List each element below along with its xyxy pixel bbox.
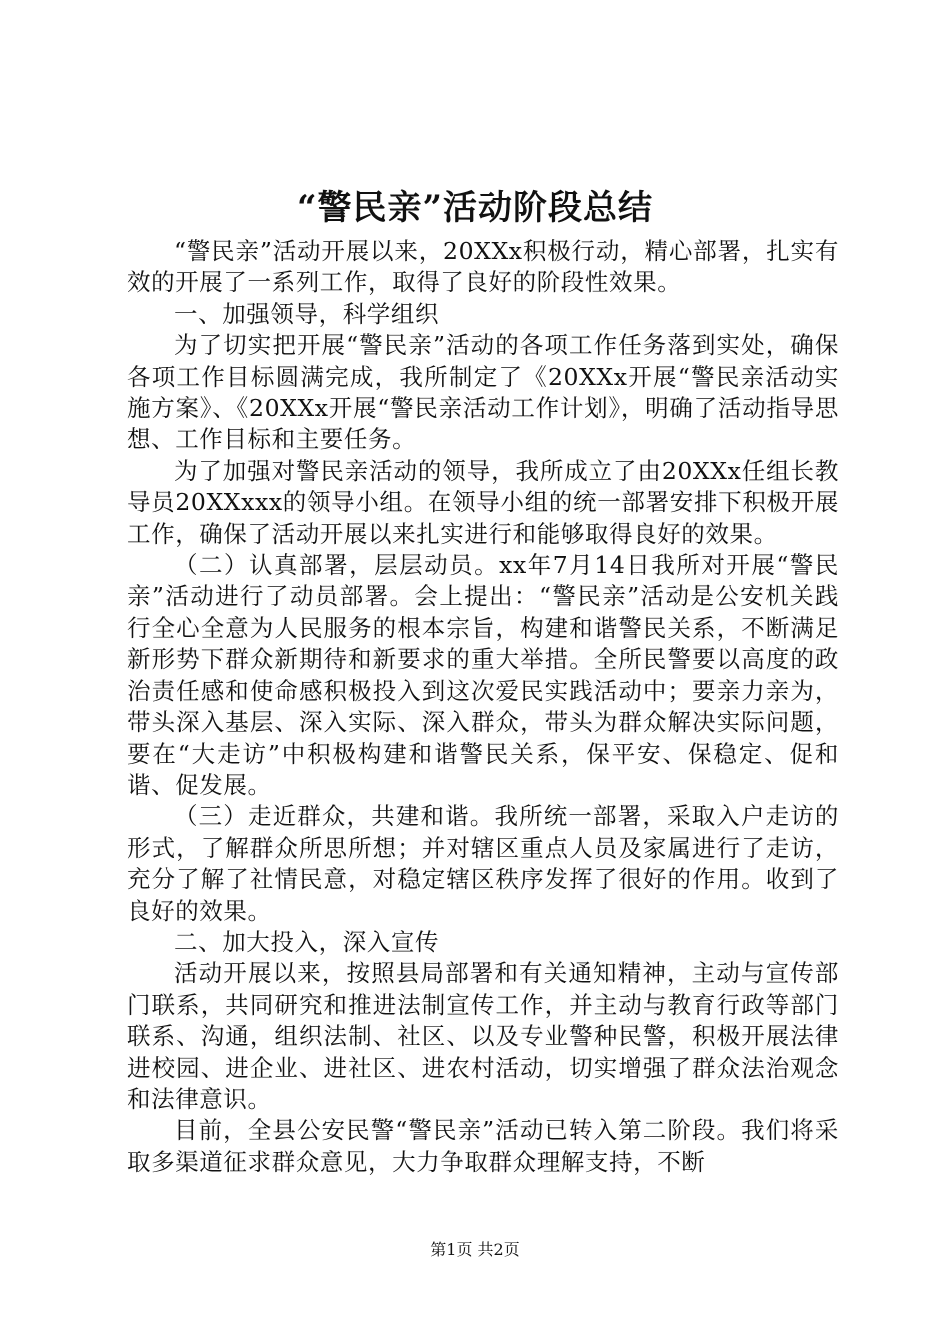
section-heading-1: 一、加强领导，科学组织 — [174, 299, 440, 328]
document-title: “警民亲”活动阶段总结 — [296, 188, 654, 228]
document-body — [127, 236, 839, 1178]
page-number-footer: 第1页 共2页 — [430, 1240, 520, 1259]
paragraph-current-stage: 目前，全县公安民警“警民亲”活动已转入第二阶段。我们将采取多渠道征求群众意见，大力争取群众理解支持，不断 — [127, 1116, 839, 1176]
paragraph-deployment: （二）认真部署，层层动员。xx年7月14日我所对开展“警民亲”活动进行了动员部署。会上提出：“警民亲”活动是公安机关践行全心全意为人民服务的根本宗旨，构建和谐警民关系，不断满足新形势下群众新期待和新要求的重大举措。全所民警要以高度的政治责任感和使命感积极投入到这次爱民实践活动中；要亲力亲为，带头深入基层、深入实际、深入群众，带头为群众解决实际问题，要在“大走访”中积极构建和谐警民关系，保平安、保稳定、促和谐、促发展。 — [127, 551, 839, 799]
paragraph-intro: “警民亲”活动开展以来，20XXx积极行动，精心部署，扎实有效的开展了一系列工作，取得了良好的阶段性效果。 — [127, 237, 839, 297]
paragraph-plan: 为了切实把开展“警民亲”活动的各项工作任务落到实处，确保各项工作目标圆满完成，我所制定了《20XXx开展“警民亲活动实施方案》、《20XXx开展“警民亲活动工作计划》，明确了活动指导思想、工作目标和主要任务。 — [127, 331, 839, 454]
paragraph-publicity: 活动开展以来，按照县局部署和有关通知精神，主动与宣传部门联系，共同研究和推进法制宣传工作，并主动与教育行政等部门联系、沟通，组织法制、社区、以及专业警种民警，积极开展法律进校园、进企业、进社区、进农村活动，切实增强了群众法治观念和法律意识。 — [127, 959, 839, 1113]
paragraph-visits: （三）走近群众，共建和谐。我所统一部署，采取入户走访的形式，了解群众所思所想；并对辖区重点人员及家属进行了走访，充分了解了社情民意，对稳定辖区秩序发挥了很好的作用。收到了良好的效果。 — [127, 802, 839, 925]
section-heading-2: 二、加大投入，深入宣传 — [174, 927, 440, 956]
paragraph-leadership: 为了加强对警民亲活动的领导，我所成立了由20XXx任组长教导员20XXxxx的领导小组。在领导小组的统一部署安排下积极开展工作，确保了活动开展以来扎实进行和能够取得良好的效果。 — [127, 456, 839, 548]
